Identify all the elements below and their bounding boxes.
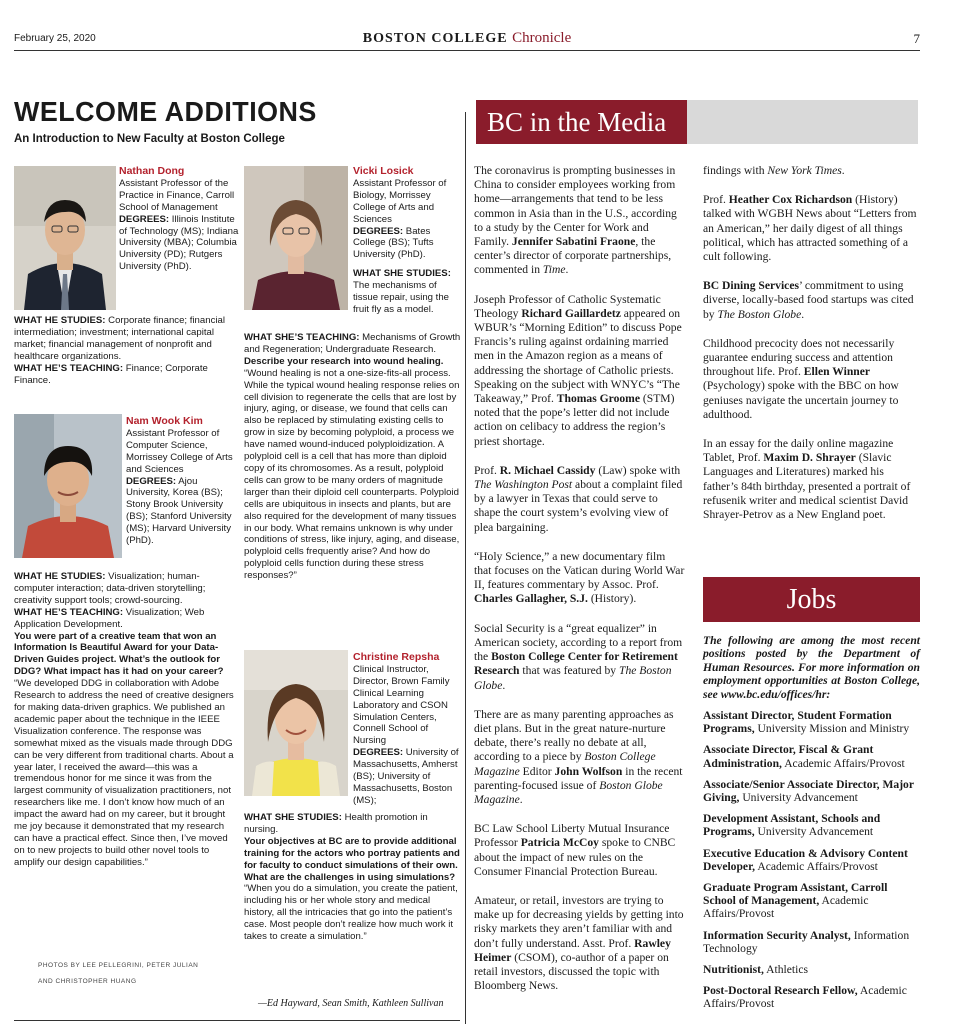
profile-losick-studies bbox=[353, 268, 461, 316]
interview-question: You were part of a creative team that won an Information Is Beautiful Award for your Data-Driven Guides project. What’s the outlook for DDG? What impact has it had on your career? bbox=[14, 630, 224, 678]
faculty-title: Clinical Instructor, Director, Brown Family Clinical Learning Laboratory and CSON Simulation Centers, Connell School of Nursing bbox=[353, 663, 450, 747]
degrees-label: DEGREES: bbox=[126, 475, 177, 487]
profile-kim-body bbox=[14, 571, 238, 869]
masthead-chronicle: Chronicle bbox=[512, 30, 572, 46]
media-column-1 bbox=[474, 164, 685, 1008]
media-item: The coronavirus is prompting businesses in China to consider employees working from home—arrangements that tend to be less common in Asia than in the U.S., according to a study by the Center for Work and Family. Jennifer Sabatini Fraone, the center’s director of corporate partnerships, commented in Time. bbox=[474, 164, 677, 277]
job-listing: Executive Education & Advisory Content Developer, Academic Affairs/Provost bbox=[703, 846, 908, 873]
faculty-name: Vicki Losick bbox=[353, 165, 414, 177]
masthead bbox=[14, 30, 920, 47]
studies-text: Visualization; human-computer interaction; data-driven storytelling; creativity support tools; crowd-sourcing. bbox=[14, 571, 206, 606]
job-listing: Development Assistant, Schools and Programs, University Advancement bbox=[703, 812, 881, 839]
issue-date: February 25, 2020 bbox=[14, 33, 96, 44]
page-header bbox=[14, 30, 920, 48]
column-divider bbox=[465, 112, 466, 1024]
profile-kim-header bbox=[126, 416, 239, 547]
job-listing: Associate/Senior Associate Director, Major Giving, University Advancement bbox=[703, 777, 914, 805]
media-column-2 bbox=[703, 164, 920, 537]
media-item: There are as many parenting approaches as diet plans. But in the great nature-nurture debate, there’s really no debate at all, according to a piece by Boston College Magazine Editor John Wolfson in the recent parenting-focused issue of Boston Globe Magazine. bbox=[474, 707, 683, 806]
job-listing: Associate Director, Fiscal & Grant Administration, Academic Affairs/Provost bbox=[703, 743, 905, 770]
faculty-title: Assistant Professor of Computer Science, Morrissey College of Arts and Sciences bbox=[126, 427, 233, 475]
profile-repsha-body bbox=[244, 812, 462, 943]
studies-label: WHAT HE STUDIES: bbox=[14, 315, 106, 326]
studies-label: WHAT HE STUDIES: bbox=[14, 571, 106, 582]
degrees-label: DEGREES: bbox=[119, 213, 170, 225]
bottom-rule bbox=[14, 1020, 460, 1021]
jobs-list bbox=[703, 709, 920, 1019]
studies-text: Corporate finance; financial intermediation; investment; international capital market; financial management of nonprofit and healthcare organizations. bbox=[14, 315, 225, 362]
byline: —Ed Hayward, Sean Smith, Kathleen Sullivan bbox=[258, 998, 444, 1009]
faculty-title: Assistant Professor of the Practice in Finance, Carroll School of Management bbox=[119, 177, 235, 213]
teaching-label: WHAT HE’S TEACHING: bbox=[14, 362, 124, 374]
teaching-text: Mechanisms of Growth and Regeneration; Undergraduate Research. bbox=[244, 332, 461, 355]
studies-text: Health promotion in nursing. bbox=[244, 812, 428, 835]
teaching-text: Visualization; Web Application Development. bbox=[14, 606, 205, 630]
media-item: BC Dining Services’ commitment to using diverse, locally-based food startups was cited by The Boston Globe. bbox=[703, 279, 914, 321]
degrees-text: University of Massachusetts, Amherst (BS); University of Massachusetts, Boston (MS); bbox=[353, 747, 459, 806]
job-listing: Information Security Analyst, Information Technology bbox=[703, 928, 910, 955]
degrees-text: Illinois Institute of Technology (MS); Indiana University (MBA); Columbia University (PD); Rutgers University (PhD). bbox=[119, 213, 239, 273]
section-subtitle: An Introduction to New Faculty at Boston College bbox=[14, 133, 285, 145]
jobs-intro: The following are among the most recent positions posted by the Department of Human Resources. For more information on employment opportunities at Boston College, see www.bc.edu/offices/hr: bbox=[703, 634, 920, 701]
media-item: Prof. R. Michael Cassidy (Law) spoke with The Washington Post about a complaint filed by a lawyer in Texas that could serve to shape the court system’s evolving view of plea bargaining. bbox=[474, 463, 683, 534]
teaching-text: Finance; Corporate Finance. bbox=[14, 362, 208, 386]
studies-label: WHAT SHE STUDIES: bbox=[353, 268, 451, 279]
job-listing: Nutritionist, Athletics bbox=[703, 963, 808, 977]
photo-credit-line: AND CHRISTOPHER HUANG bbox=[38, 978, 137, 985]
section-title: WELCOME ADDITIONS bbox=[14, 96, 317, 127]
photo-credit bbox=[38, 958, 198, 990]
masthead-bc: BOSTON COLLEGE bbox=[362, 31, 508, 46]
media-item: Social Security is a “great equalizer” in American society, according to a report from the Boston College Center for Retirement Research that was featured by The Boston Globe. bbox=[474, 621, 683, 692]
portrait-christine-repsha bbox=[244, 650, 348, 796]
portrait-nathan-dong bbox=[14, 166, 116, 310]
portrait-nam-wook-kim bbox=[14, 414, 122, 558]
jobs-heading: Jobs bbox=[703, 577, 920, 622]
job-listing: Assistant Director, Student Formation Programs, University Mission and Ministry bbox=[703, 709, 910, 736]
portrait-vicki-losick bbox=[244, 166, 348, 310]
media-heading: BC in the Media bbox=[476, 100, 687, 144]
photo-credit-line: PHOTOS BY LEE PELLEGRINI, PETER JULIAN bbox=[38, 962, 199, 969]
interview-answer: “We developed DDG in collaboration with Adobe Research to address the need of creative designers for making data-driven graphics. We published an academic paper about the technique in the IEEE Visualization conference. The response was somewhat mixed as the visuals made through DDG can be very different from traditional charts. About a year later, I received the award—this was a tremendous honor for me since it was from the largest community of visualization practitioners, not researchers like me. I don’t know how much of an impact the award had on my career, but it brought me joy because it demonstrated that my research can have a practical effect. Since then, I’ve moved on to new projects to build other novel tools to amplify our design capabilities.” bbox=[14, 678, 234, 868]
interview-question: Describe your research into wound healing. bbox=[244, 355, 444, 367]
profile-repsha-header bbox=[353, 652, 461, 807]
profile-losick-body bbox=[244, 332, 462, 582]
faculty-name: Nathan Dong bbox=[119, 165, 185, 177]
faculty-name: Christine Repsha bbox=[353, 651, 440, 663]
faculty-name: Nam Wook Kim bbox=[126, 415, 203, 427]
interview-question: Your objectives at BC are to provide additional training for the actors who portray patients and for faculty to conduct simulations of their own. What are the challenges in using simulations? bbox=[244, 835, 460, 883]
media-item: Childhood precocity does not necessarily guarantee enduring success and attention throughout life. Prof. Ellen Winner (Psychology) spoke with the BBC on how geniuses navigate the uncertain journey to adulthood. bbox=[703, 336, 899, 421]
job-listing: Graduate Program Assistant, Carroll School of Management, Academic Affairs/Provost bbox=[703, 881, 888, 921]
media-item: “Holy Science,” a new documentary film that focuses on the Vatican during World War II, features commentary by Assoc. Prof. Charles Gallagher, S.J. (History). bbox=[474, 549, 685, 606]
page-number: 7 bbox=[913, 31, 920, 46]
media-item: Joseph Professor of Catholic Systematic Theology Richard Gaillardetz appeared on WBUR’s “Morning Edition” to discuss Pope Francis’s ruling against ordaining married men in the Amazon region as a means of addressing the shortage of Catholic priests. Speaking on the subject with WNYC’s “The Takeaway,” Prof. Thomas Groome (STM) noted that the pope’s letter did not include action on celibacy to address the region’s priest shortage. bbox=[474, 292, 682, 448]
interview-answer: “Wound healing is not a one-size-fits-all process. While the typical wound healing response relies on cell division to regenerate the cells that are lost by injury, aging, or disease, we found that cells can also be replaced by stimulating existing cells to grow in size by becoming polyploid, a process we have named wound-induced polyploidization. A polyploid cell is a cell that has more than diploid copy of its chromosomes. As a result, polyploid cells can grow to be many orders of magnitude larger than their diploid cell counterparts. Polyploid cells are ubiquitous in insects and plants, but are also required for the development of many tissues in our body. What remains unknown is why under conditions of stress, like injury, aging, and disease, polyploid cells frequently arise? And how do polyploid cells function during these stress responses?” bbox=[244, 367, 460, 582]
media-item: In an essay for the daily online magazine Tablet, Prof. Maxim D. Shrayer (Slavic Languages and Literatures) marked his father’s 84th birthday, presented a portrait of refusenik writer and medical scientist David Shrayer-Petrov as a New England poet. bbox=[703, 437, 911, 522]
media-item: BC Law School Liberty Mutual Insurance Professor Patricia McCoy spoke to CNBC about the impact of new rules on the Consumer Financial Protection Bureau. bbox=[474, 822, 676, 878]
media-item: Prof. Heather Cox Richardson (History) talked with WGBH News about “Letters from an American,” her daily digest of all things political, which has attracted something of a cult following. bbox=[703, 193, 917, 264]
degrees-label: DEGREES: bbox=[353, 225, 404, 237]
profile-losick-header bbox=[353, 166, 461, 261]
teaching-label: WHAT SHE’S TEACHING: bbox=[244, 332, 360, 343]
profile-dong-header bbox=[119, 166, 239, 273]
media-item: Amateur, or retail, investors are trying to make up for decreasing yields by getting into risky markets they aren’t familiar with and don’t fully understand. Asst. Prof. Rawley Heimer (CSOM), co-author of a paper on retail investors, discussed the topic with Bloomberg News. bbox=[474, 893, 684, 993]
degrees-text: Ajou University, Korea (BS); Stony Brook University (BS); Stanford University (MS); Harvard University (PhD). bbox=[126, 475, 232, 547]
studies-text: The mechanisms of tissue repair, using the fruit fly as a model. bbox=[353, 279, 449, 315]
interview-answer: “When you do a simulation, you create the patient, including his or her whole story and medical history, all the intricacies that go into the patient’s case. Most people don’t realize how much work it takes to create a simulation.” bbox=[244, 883, 458, 943]
profile-dong-body bbox=[14, 315, 238, 386]
header-rule bbox=[14, 50, 920, 51]
teaching-label: WHAT HE’S TEACHING: bbox=[14, 606, 124, 618]
media-item: findings with New York Times. bbox=[703, 164, 845, 177]
studies-label: WHAT SHE STUDIES: bbox=[244, 812, 342, 823]
degrees-label: DEGREES: bbox=[353, 747, 404, 759]
job-listing: Post-Doctoral Research Fellow, Academic Affairs/Provost bbox=[703, 984, 907, 1011]
faculty-title: Assistant Professor of Biology, Morrissey College of Arts and Sciences bbox=[353, 177, 447, 225]
degrees-text: Bates College (BS); Tufts University (PhD). bbox=[353, 225, 434, 261]
